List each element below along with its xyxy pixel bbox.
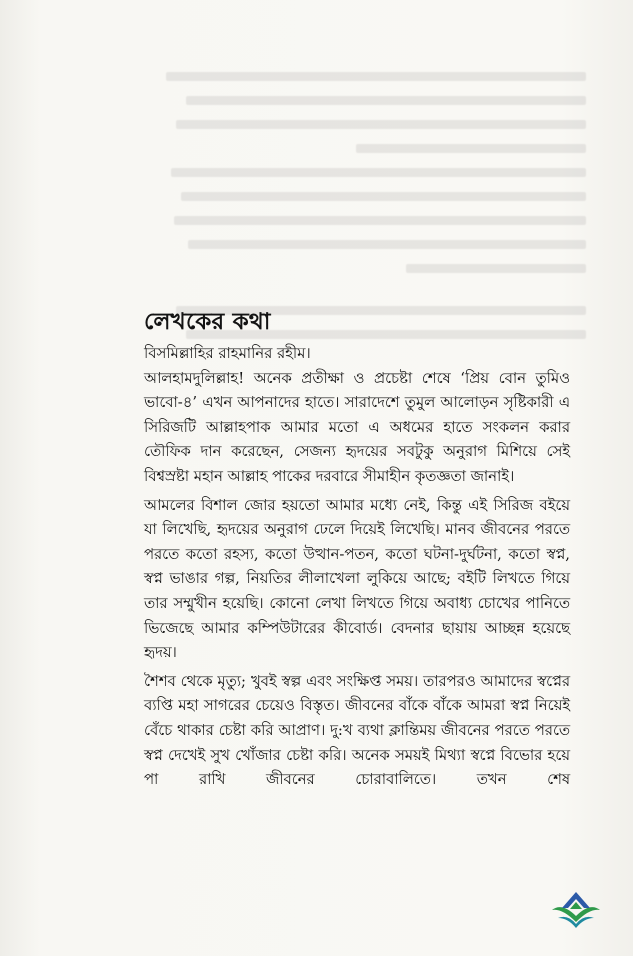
paragraph: আমলের বিশাল জোর হয়তো আমার মধ্যে নেই, কিন্তু এই সিরিজ বইয়ে যা লিখেছি, হৃদয়ের অনুরাগ ঢেলে দিয়েই লিখেছি। মানব জীবনের পরতে পরতে কতো রহস্য, কতো উত্থান-পতন, কতো ঘটনা-দুর্ঘটনা, কতো স্বপ্ন, স্বপ্ন ভাঙার গল্প, নিয়তির লীলাখেলা লুকিয়ে আছে; বইটি লিখতে গিয়ে তার সম্মুখীন হয়েছি। কোনো লেখা লিখতে গিয়ে অবাধ্য চোখের পানিতে ভিজেছে আমার কম্পিউটারের কীবোর্ড। বেদনার ছায়ায় আচ্ছন্ন হয়েছে হৃদয়। bbox=[144, 496, 570, 662]
paragraph: শৈশব থেকে মৃত্যু; খুবই স্বল্প এবং সংক্ষিপ্ত সময়। তারপরও আমাদের স্বপ্নের ব্যপ্তি মহা সাগরের চেয়েও বিস্তৃত। জীবনের বাঁকে বাঁকে আমরা স্বপ্ন নিয়েই বেঁচে থাকার চেষ্টা করি আপ্রাণ। দু:খ ব্যথা ক্লান্তিময় জীবনের পরতে পরতে স্বপ্ন দেখেই সুখ খোঁজার চেষ্টা করি। অনেক সময়ই মিথ্যা স্বপ্নে বিভোর হয়ে পা রাখি জীবনের চোরাবালিতে। তখন শেষ bbox=[144, 672, 570, 789]
page-title: লেখকের কথা bbox=[144, 308, 271, 336]
publisher-logo-icon bbox=[548, 888, 604, 934]
paragraph: আলহামদুলিল্লাহ! অনেক প্রতীক্ষা ও প্রচেষ্টা শেষে ‘প্রিয় বোন তুমিও ভাবো-৪’ এখন আপনাদের হাতে। সারাদেশে তুমুল আলোড়ন সৃষ্টিকারী এ সিরিজটি আল্লাহপাক আমার মতো এ অধমের হাতে সংকলন করার তৌফিক দান করেছেন, সেজন্য হৃদয়ের সবটুকু অনুরাগ মিশিয়ে সেই বিশ্বস্রষ্টা মহান আল্লাহ পাকের দরবারে সীমাহীন কৃতজ্ঞতা জানাই। bbox=[144, 369, 570, 485]
author-note-body bbox=[144, 342, 570, 793]
paragraph: বিসমিল্লাহির রাহমানির রহীম। bbox=[144, 345, 311, 362]
